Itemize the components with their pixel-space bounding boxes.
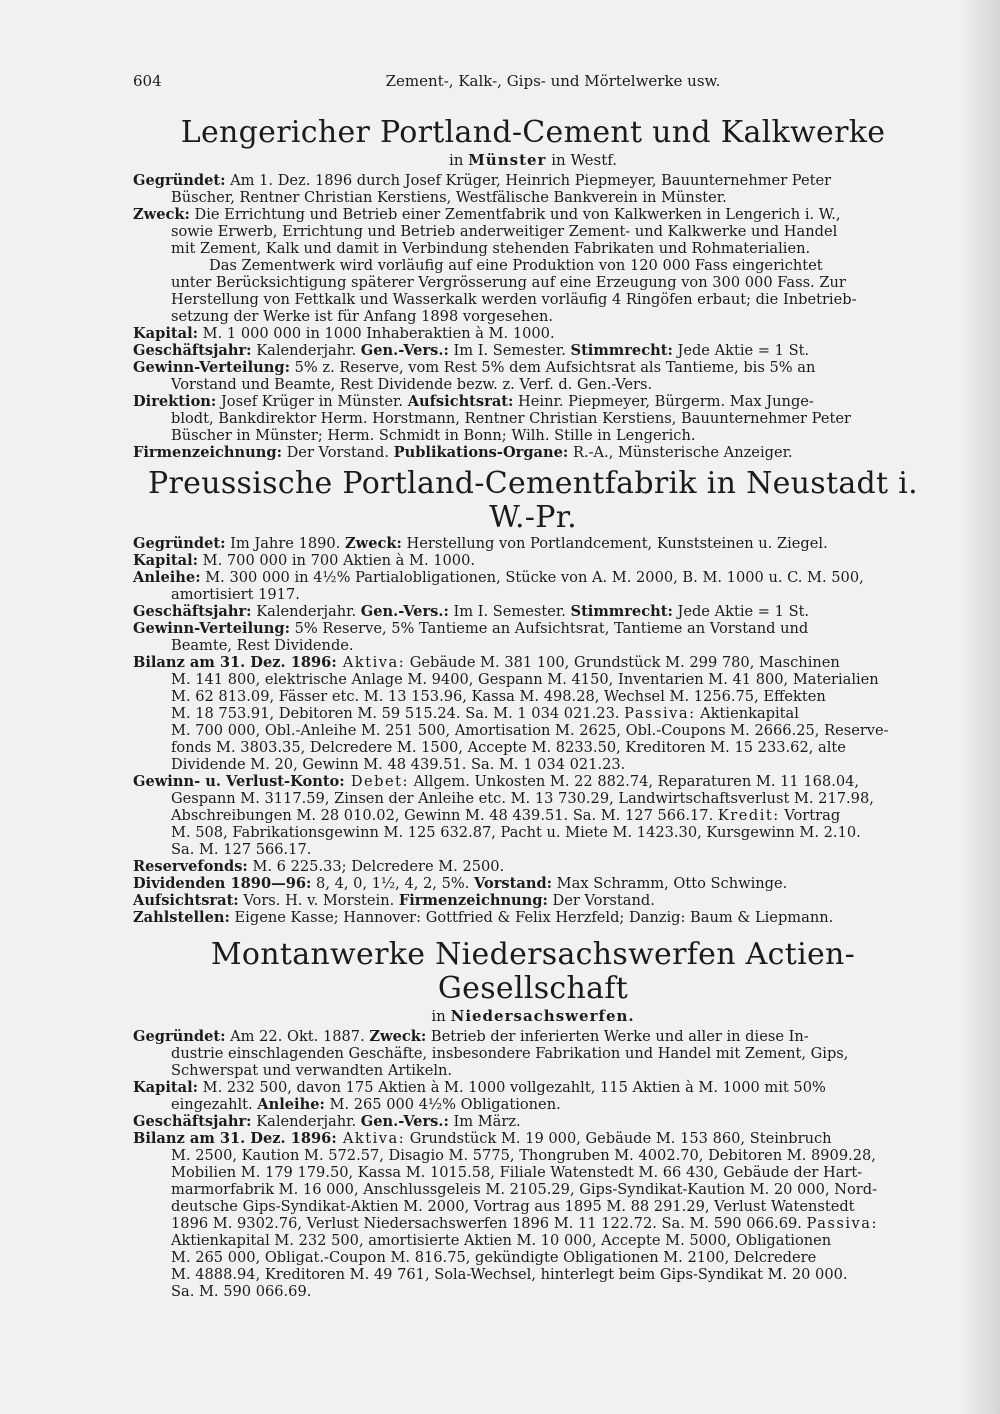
- field-text: Büscher, Rentner Christian Kerstiens, Westfälische Bankverein in Münster.: [171, 189, 727, 206]
- field-text: Vortrag: [779, 807, 841, 824]
- company-location: [133, 150, 933, 170]
- running-title: Zement-, Kalk-, Gips- und Mörtelwerke usw.: [385, 72, 721, 90]
- field-text: Gebäude M. 381 100, Grundstück M. 299 780, Maschinen: [405, 654, 840, 671]
- field-text: eingezahlt.: [171, 1096, 258, 1113]
- text-line: [133, 206, 933, 223]
- field-text: M. 508, Fabrikationsgewinn M. 125 632.87, Pacht u. Miete M. 1423.30, Kursgewinn M. 2.10.: [171, 824, 861, 841]
- text-line: [133, 1181, 933, 1198]
- field-label: Firmenzeichnung:: [133, 444, 282, 461]
- field-label: Aufsichtsrat:: [133, 892, 239, 909]
- text-line: [133, 1249, 933, 1266]
- company-title-lengerich: Lengericher Portland-Cement und Kalkwerke: [180, 115, 886, 150]
- text-line: [133, 240, 933, 257]
- field-label: Gewinn-Verteilung:: [133, 620, 290, 637]
- text-line: [133, 824, 933, 841]
- field-label: Dividenden 1890—96:: [133, 875, 312, 892]
- field-text: Abschreibungen M. 28 010.02, Gewinn M. 48 439.51. Sa. M. 127 566.17.: [171, 807, 718, 824]
- field-text: Kalenderjahr.: [251, 603, 361, 620]
- text-line: [133, 790, 933, 807]
- field-label: Gen.-Vers.:: [360, 1113, 449, 1130]
- field-text: 5% Reserve, 5% Tantieme an Aufsichtsrat, Tantieme an Vorstand und: [289, 620, 809, 637]
- field-text: Herstellung von Portlandcement, Kunststeinen u. Ziegel.: [401, 535, 828, 552]
- field-label: Direktion:: [133, 393, 217, 410]
- field-text: M. 300 000 in 4½% Partialobligationen, Stücke von A. M. 2000, B. M. 1000 u. C. M. 500,: [200, 569, 864, 586]
- field-label: Zweck:: [369, 1028, 427, 1045]
- field-text: unter Berücksichtigung späterer Vergrösserung auf eine Erzeugung von 300 000 Fass. Zur: [171, 274, 846, 291]
- field-text: Gespann M. 3117.59, Zinsen der Anleihe etc. M. 13 730.29, Landwirtschaftsverlust M. 217.98,: [171, 790, 874, 807]
- field-text: fonds M. 3803.35, Delcredere M. 1500, Accepte M. 8233.50, Kreditoren M. 15 233.62, alte: [171, 739, 846, 756]
- field-label: Kapital:: [133, 552, 199, 569]
- text-line: [133, 858, 933, 875]
- page-header: [133, 72, 933, 100]
- field-text: Sa. M. 590 066.69.: [171, 1283, 312, 1300]
- field-text: Herstellung von Fettkalk und Wasserkalk werden vorläufig 4 Ringöfen erbaut; die Inbetrieb-: [171, 291, 857, 308]
- entry-body: [133, 172, 933, 461]
- text-line: [133, 223, 933, 240]
- text-line: [133, 1045, 933, 1062]
- page-number: 604: [133, 72, 162, 90]
- field-text: M. 62 813.09, Fässer etc. M. 13 153.96, Kassa M. 498.28, Wechsel M. 1256.75, Effekten: [171, 688, 826, 705]
- field-text: M. 141 800, elektrische Anlage M. 9400, Gespann M. 4150, Inventarien M. 41 800, Materialien: [171, 671, 879, 688]
- location-place: Niedersachswerfen.: [450, 1007, 635, 1025]
- text-line: [133, 444, 933, 461]
- field-text: M. 1 000 000 in 1000 Inhaberaktien à M. 1000.: [198, 325, 555, 342]
- field-text: Grundstück M. 19 000, Gebäude M. 153 860, Steinbruch: [405, 1130, 832, 1147]
- entry-body: [133, 535, 933, 926]
- field-text: Jede Aktie = 1 St.: [672, 603, 810, 620]
- field-text: M. 4888.94, Kreditoren M. 49 761, Sola-Wechsel, hinterlegt beim Gips-Syndikat M. 20 000.: [171, 1266, 848, 1283]
- text-line: [133, 1164, 933, 1181]
- field-text: M. 2500, Kaution M. 572.57, Disagio M. 5775, Thongruben M. 4002.70, Debitoren M. 8909.28,: [171, 1147, 876, 1164]
- field-text: amortisiert 1917.: [171, 586, 300, 603]
- field-label: Geschäftsjahr:: [133, 603, 252, 620]
- field-text: Die Errichtung und Betrieb einer Zementfabrik und von Kalkwerken in Lengerich i. W.,: [189, 206, 841, 223]
- field-text: mit Zement, Kalk und damit in Verbindung stehenden Fabrikaten und Rohmaterialien.: [171, 240, 811, 257]
- field-text: M. 232 500, davon 175 Aktien à M. 1000 vollgezahlt, 115 Aktien à M. 1000 mit 50%: [198, 1079, 826, 1096]
- field-text: Max Schramm, Otto Schwinge.: [552, 875, 788, 892]
- field-text: deutsche Gips-Syndikat-Aktien M. 2000, Vortrag aus 1895 M. 88 291.29, Verlust Watenstedt: [171, 1198, 855, 1215]
- field-text: dustrie einschlagenden Geschäfte, insbesondere Fabrikation und Handel mit Zement, Gips,: [171, 1045, 849, 1062]
- field-text: M. 6 225.33; Delcredere M. 2500.: [247, 858, 505, 875]
- text-line: [133, 654, 933, 671]
- text-line: [133, 1130, 933, 1147]
- text-line: [133, 1266, 933, 1283]
- field-text: Der Vorstand.: [281, 444, 394, 461]
- field-text: Schwerspat und verwandten Artikeln.: [171, 1062, 453, 1079]
- text-line: [133, 620, 933, 637]
- field-label: Reservefonds:: [133, 858, 248, 875]
- location-place: Münster: [468, 151, 547, 169]
- field-label: Aufsichtsrat:: [407, 393, 514, 410]
- text-line: [133, 875, 933, 892]
- field-text: Dividende M. 20, Gewinn M. 48 439.51. Sa. M. 1 034 021.23.: [171, 756, 626, 773]
- text-line: [133, 274, 933, 291]
- field-text: Jede Aktie = 1 St.: [672, 342, 810, 359]
- field-label: Stimmrecht:: [570, 342, 673, 359]
- text-line: [133, 773, 933, 790]
- spaced-label: Passiva:: [624, 705, 696, 722]
- text-line: [133, 427, 933, 444]
- text-line: [133, 1113, 933, 1130]
- field-text: Am 1. Dez. 1896 durch Josef Krüger, Heinrich Piepmeyer, Bauunternehmer Peter: [225, 172, 832, 189]
- field-text: marmorfabrik M. 16 000, Anschlussgeleis M. 2105.29, Gips-Syndikat-Kaution M. 20 000, Nord-: [171, 1181, 878, 1198]
- company-title-niedersachswerfen: Montanwerke Niedersachswerfen Actien-Gesellschaft: [210, 937, 856, 1006]
- spaced-label: Passiva:: [806, 1215, 878, 1232]
- text-line: [133, 1028, 933, 1045]
- text-line: [133, 841, 933, 858]
- field-label: Bilanz am 31. Dez. 1896:: [133, 1130, 337, 1147]
- field-text: Das Zementwerk wird vorläufig auf eine Produktion von 120 000 Fass eingerichtet: [209, 257, 823, 274]
- spaced-label: Debet:: [344, 773, 409, 790]
- field-label: Vorstand:: [474, 875, 553, 892]
- text-line: [133, 291, 933, 308]
- field-text: Kalenderjahr.: [251, 1113, 361, 1130]
- text-line: [133, 671, 933, 688]
- page-edge-shadow: [960, 0, 1000, 1414]
- field-label: Kapital:: [133, 1079, 199, 1096]
- text-line: [133, 376, 933, 393]
- text-line: [133, 892, 933, 909]
- field-text: Im Jahre 1890.: [225, 535, 345, 552]
- field-text: M. 700 000, Obl.-Anleihe M. 251 500, Amortisation M. 2625, Obl.-Coupons M. 2666.25, Reserve-: [171, 722, 889, 739]
- field-label: Zweck:: [133, 206, 190, 223]
- text-line: [133, 342, 933, 359]
- company-location: [133, 1006, 933, 1026]
- text-line: [133, 756, 933, 773]
- text-line: [133, 172, 933, 189]
- field-text: Büscher in Münster; Herm. Schmidt in Bonn; Wilh. Stille in Lengerich.: [171, 427, 696, 444]
- field-text: Josef Krüger in Münster.: [216, 393, 408, 410]
- field-label: Gewinn- u. Verlust-Konto:: [133, 773, 345, 790]
- text-line: [133, 1198, 933, 1215]
- text-line: [133, 1232, 933, 1249]
- field-label: Gegründet:: [133, 1028, 226, 1045]
- text-line: [133, 1215, 933, 1232]
- location-prefix: in: [431, 1007, 446, 1025]
- field-text: Vorstand und Beamte, Rest Dividende bezw. z. Verf. d. Gen.-Vers.: [171, 376, 653, 393]
- document-page: [133, 72, 933, 1300]
- text-line: [133, 1062, 933, 1079]
- field-text: M. 18 753.91, Debitoren M. 59 515.24. Sa. M. 1 034 021.23.: [171, 705, 625, 722]
- field-label: Gen.-Vers.:: [360, 342, 449, 359]
- text-line: [133, 739, 933, 756]
- text-line: [133, 569, 933, 586]
- field-label: Gen.-Vers.:: [360, 603, 449, 620]
- field-text: Der Vorstand.: [547, 892, 655, 909]
- entry-body: [133, 1028, 933, 1300]
- field-label: Bilanz am 31. Dez. 1896:: [133, 654, 337, 671]
- text-line: [133, 807, 933, 824]
- text-line: [133, 1096, 933, 1113]
- field-text: Am 22. Okt. 1887.: [225, 1028, 370, 1045]
- text-line: [133, 1079, 933, 1096]
- field-text: Im I. Semester.: [448, 342, 571, 359]
- spaced-label: Aktiva:: [336, 1130, 406, 1147]
- field-label: Zweck:: [345, 535, 402, 552]
- text-line: [133, 1147, 933, 1164]
- field-text: 8, 4, 0, 1½, 4, 2, 5%.: [311, 875, 475, 892]
- text-line: [133, 722, 933, 739]
- text-line: [133, 393, 933, 410]
- field-text: Im März.: [448, 1113, 521, 1130]
- field-text: M. 265 000, Obligat.-Coupon M. 816.75, gekündigte Obligationen M. 2100, Delcredere: [171, 1249, 817, 1266]
- field-label: Zahlstellen:: [133, 909, 230, 926]
- field-text: blodt, Bankdirektor Herm. Horstmann, Rentner Christian Kerstiens, Bauunternehmer Peter: [171, 410, 851, 427]
- field-text: sowie Erwerb, Errichtung und Betrieb anderweitiger Zement- und Kalkwerke und Handel: [171, 223, 838, 240]
- field-text: M. 265 000 4½% Obligationen.: [324, 1096, 561, 1113]
- field-label: Anleihe:: [133, 569, 201, 586]
- field-text: 1896 M. 9302.76, Verlust Niedersachswerfen 1896 M. 11 122.72. Sa. M. 590 066.69.: [171, 1215, 807, 1232]
- text-line: [133, 1283, 933, 1300]
- spaced-label: Aktiva:: [336, 654, 406, 671]
- text-line: [133, 909, 933, 926]
- field-text: setzung der Werke ist für Anfang 1898 vorgesehen.: [171, 308, 554, 325]
- field-text: Kalenderjahr.: [251, 342, 361, 359]
- location-suffix: in Westf.: [551, 151, 618, 169]
- field-label: Gegründet:: [133, 535, 226, 552]
- field-label: Publikations-Organe:: [393, 444, 569, 461]
- field-label: Kapital:: [133, 325, 199, 342]
- text-line: [133, 410, 933, 427]
- field-text: Allgem. Unkosten M. 22 882.74, Reparaturen M. 11 168.04,: [408, 773, 860, 790]
- field-text: M. 700 000 in 700 Aktien à M. 1000.: [198, 552, 476, 569]
- text-line: [133, 257, 933, 274]
- field-text: 5% z. Reserve, vom Rest 5% dem Aufsichtsrat als Tantieme, bis 5% an: [289, 359, 816, 376]
- text-line: [133, 705, 933, 722]
- field-label: Gewinn-Verteilung:: [133, 359, 290, 376]
- field-text: Vors. H. v. Morstein.: [238, 892, 399, 909]
- text-line: [133, 603, 933, 620]
- field-label: Firmenzeichnung:: [398, 892, 548, 909]
- text-line: [133, 535, 933, 552]
- text-line: [133, 325, 933, 342]
- text-line: [133, 586, 933, 603]
- field-text: Betrieb der inferierten Werke und aller in diese In-: [426, 1028, 809, 1045]
- field-label: Geschäftsjahr:: [133, 342, 252, 359]
- field-text: Sa. M. 127 566.17.: [171, 841, 312, 858]
- field-text: Eigene Kasse; Hannover: Gottfried & Felix Herzfeld; Danzig: Baum & Liepmann.: [229, 909, 834, 926]
- field-text: Im I. Semester.: [448, 603, 571, 620]
- text-line: [133, 552, 933, 569]
- field-label: Gegründet:: [133, 172, 226, 189]
- text-line: [133, 688, 933, 705]
- company-title-neustadt: Preussische Portland-Cementfabrik in Neustadt i. W.-Pr.: [148, 466, 918, 535]
- field-text: Aktienkapital: [695, 705, 799, 722]
- field-text: R.-A., Münsterische Anzeiger.: [568, 444, 793, 461]
- text-line: [133, 359, 933, 376]
- field-label: Geschäftsjahr:: [133, 1113, 252, 1130]
- location-prefix: in: [448, 151, 464, 169]
- spaced-label: Kredit:: [717, 807, 780, 824]
- text-line: [133, 308, 933, 325]
- field-text: Aktienkapital M. 232 500, amortisierte Aktien M. 10 000, Accepte M. 5000, Obligationen: [171, 1232, 832, 1249]
- text-line: [133, 637, 933, 654]
- text-line: [133, 189, 933, 206]
- field-label: Anleihe:: [257, 1096, 325, 1113]
- field-label: Stimmrecht:: [570, 603, 673, 620]
- field-text: Mobilien M. 179 179.50, Kassa M. 1015.58, Filiale Watenstedt M. 66 430, Gebäude der Hart-: [171, 1164, 863, 1181]
- field-text: Beamte, Rest Dividende.: [171, 637, 354, 654]
- field-text: Heinr. Piepmeyer, Bürgerm. Max Junge-: [513, 393, 814, 410]
